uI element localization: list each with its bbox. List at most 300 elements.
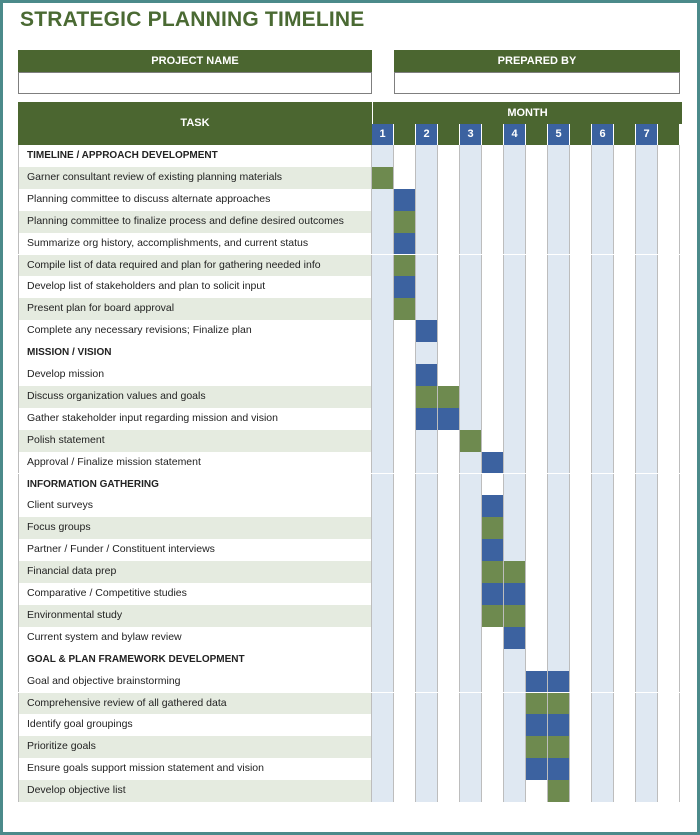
timeline-cell[interactable]: [592, 320, 614, 342]
timeline-cell[interactable]: [438, 452, 460, 474]
timeline-cell[interactable]: [416, 671, 438, 693]
timeline-cell[interactable]: [570, 758, 592, 780]
timeline-cell[interactable]: [372, 233, 394, 255]
timeline-cell[interactable]: [658, 276, 680, 298]
timeline-bar[interactable]: [438, 408, 460, 430]
timeline-cell[interactable]: [570, 430, 592, 452]
timeline-cell[interactable]: [636, 320, 658, 342]
timeline-cell[interactable]: [416, 517, 438, 539]
timeline-cell[interactable]: [614, 714, 636, 736]
timeline-cell[interactable]: [372, 758, 394, 780]
timeline-cell[interactable]: [438, 583, 460, 605]
timeline-cell[interactable]: [460, 364, 482, 386]
timeline-bar[interactable]: [416, 320, 438, 342]
timeline-cell[interactable]: [394, 539, 416, 561]
timeline-cell[interactable]: [658, 474, 680, 496]
timeline-cell[interactable]: [636, 583, 658, 605]
timeline-cell[interactable]: [548, 189, 570, 211]
timeline-cell[interactable]: [504, 320, 526, 342]
timeline-cell[interactable]: [614, 320, 636, 342]
timeline-cell[interactable]: [372, 298, 394, 320]
timeline-cell[interactable]: [416, 649, 438, 671]
timeline-bar[interactable]: [394, 233, 416, 255]
timeline-cell[interactable]: [482, 649, 504, 671]
timeline-cell[interactable]: [372, 736, 394, 758]
timeline-cell[interactable]: [504, 255, 526, 277]
timeline-cell[interactable]: [416, 605, 438, 627]
timeline-cell[interactable]: [438, 539, 460, 561]
timeline-cell[interactable]: [658, 364, 680, 386]
timeline-cell[interactable]: [482, 408, 504, 430]
timeline-cell[interactable]: [394, 474, 416, 496]
timeline-cell[interactable]: [416, 276, 438, 298]
timeline-cell[interactable]: [394, 386, 416, 408]
timeline-cell[interactable]: [548, 167, 570, 189]
timeline-cell[interactable]: [592, 430, 614, 452]
timeline-cell[interactable]: [570, 605, 592, 627]
timeline-cell[interactable]: [394, 145, 416, 167]
timeline-cell[interactable]: [548, 561, 570, 583]
timeline-cell[interactable]: [372, 342, 394, 364]
timeline-cell[interactable]: [614, 517, 636, 539]
timeline-cell[interactable]: [592, 495, 614, 517]
timeline-bar[interactable]: [526, 693, 548, 715]
timeline-cell[interactable]: [460, 561, 482, 583]
timeline-cell[interactable]: [438, 714, 460, 736]
timeline-bar[interactable]: [372, 167, 394, 189]
timeline-cell[interactable]: [504, 145, 526, 167]
timeline-cell[interactable]: [658, 430, 680, 452]
timeline-cell[interactable]: [658, 583, 680, 605]
timeline-cell[interactable]: [548, 320, 570, 342]
timeline-cell[interactable]: [570, 167, 592, 189]
timeline-cell[interactable]: [526, 167, 548, 189]
timeline-cell[interactable]: [636, 386, 658, 408]
timeline-cell[interactable]: [658, 167, 680, 189]
timeline-cell[interactable]: [504, 452, 526, 474]
timeline-cell[interactable]: [548, 539, 570, 561]
timeline-cell[interactable]: [460, 320, 482, 342]
timeline-cell[interactable]: [394, 517, 416, 539]
timeline-cell[interactable]: [416, 561, 438, 583]
timeline-cell[interactable]: [394, 649, 416, 671]
timeline-cell[interactable]: [504, 298, 526, 320]
timeline-cell[interactable]: [394, 714, 416, 736]
timeline-cell[interactable]: [504, 342, 526, 364]
timeline-cell[interactable]: [394, 561, 416, 583]
timeline-cell[interactable]: [614, 145, 636, 167]
timeline-bar[interactable]: [482, 539, 504, 561]
timeline-cell[interactable]: [636, 517, 658, 539]
timeline-cell[interactable]: [548, 517, 570, 539]
timeline-cell[interactable]: [658, 693, 680, 715]
timeline-bar[interactable]: [394, 189, 416, 211]
timeline-cell[interactable]: [636, 211, 658, 233]
timeline-cell[interactable]: [460, 649, 482, 671]
timeline-cell[interactable]: [526, 342, 548, 364]
timeline-cell[interactable]: [372, 386, 394, 408]
timeline-bar[interactable]: [548, 693, 570, 715]
timeline-bar[interactable]: [482, 495, 504, 517]
timeline-cell[interactable]: [438, 189, 460, 211]
timeline-cell[interactable]: [548, 583, 570, 605]
timeline-cell[interactable]: [592, 517, 614, 539]
timeline-cell[interactable]: [460, 474, 482, 496]
timeline-cell[interactable]: [658, 255, 680, 277]
timeline-cell[interactable]: [482, 627, 504, 649]
timeline-cell[interactable]: [570, 671, 592, 693]
timeline-cell[interactable]: [482, 255, 504, 277]
timeline-cell[interactable]: [658, 495, 680, 517]
timeline-cell[interactable]: [438, 211, 460, 233]
timeline-cell[interactable]: [548, 474, 570, 496]
timeline-cell[interactable]: [438, 517, 460, 539]
timeline-cell[interactable]: [438, 145, 460, 167]
timeline-cell[interactable]: [394, 342, 416, 364]
timeline-cell[interactable]: [482, 364, 504, 386]
timeline-cell[interactable]: [372, 408, 394, 430]
timeline-cell[interactable]: [570, 583, 592, 605]
timeline-cell[interactable]: [394, 495, 416, 517]
timeline-cell[interactable]: [372, 539, 394, 561]
timeline-cell[interactable]: [526, 320, 548, 342]
timeline-cell[interactable]: [614, 780, 636, 802]
timeline-cell[interactable]: [416, 539, 438, 561]
timeline-cell[interactable]: [504, 780, 526, 802]
timeline-cell[interactable]: [460, 714, 482, 736]
timeline-cell[interactable]: [438, 364, 460, 386]
timeline-bar[interactable]: [526, 714, 548, 736]
timeline-cell[interactable]: [570, 408, 592, 430]
timeline-cell[interactable]: [658, 736, 680, 758]
prepared-by-field[interactable]: [394, 72, 680, 94]
timeline-cell[interactable]: [394, 736, 416, 758]
timeline-cell[interactable]: [482, 693, 504, 715]
timeline-cell[interactable]: [614, 276, 636, 298]
timeline-cell[interactable]: [438, 474, 460, 496]
timeline-cell[interactable]: [504, 211, 526, 233]
timeline-cell[interactable]: [570, 189, 592, 211]
timeline-cell[interactable]: [416, 211, 438, 233]
timeline-cell[interactable]: [504, 233, 526, 255]
timeline-bar[interactable]: [548, 736, 570, 758]
timeline-cell[interactable]: [482, 780, 504, 802]
timeline-cell[interactable]: [504, 386, 526, 408]
timeline-bar[interactable]: [504, 561, 526, 583]
timeline-cell[interactable]: [658, 517, 680, 539]
timeline-cell[interactable]: [658, 758, 680, 780]
timeline-cell[interactable]: [526, 364, 548, 386]
timeline-bar[interactable]: [460, 430, 482, 452]
timeline-cell[interactable]: [482, 298, 504, 320]
timeline-cell[interactable]: [394, 671, 416, 693]
timeline-cell[interactable]: [460, 539, 482, 561]
timeline-cell[interactable]: [504, 714, 526, 736]
timeline-cell[interactable]: [614, 561, 636, 583]
timeline-cell[interactable]: [614, 583, 636, 605]
timeline-bar[interactable]: [482, 583, 504, 605]
timeline-cell[interactable]: [460, 452, 482, 474]
timeline-cell[interactable]: [438, 649, 460, 671]
timeline-cell[interactable]: [372, 320, 394, 342]
timeline-cell[interactable]: [548, 276, 570, 298]
timeline-cell[interactable]: [416, 583, 438, 605]
timeline-cell[interactable]: [372, 605, 394, 627]
timeline-cell[interactable]: [614, 167, 636, 189]
timeline-cell[interactable]: [636, 714, 658, 736]
timeline-cell[interactable]: [504, 189, 526, 211]
timeline-cell[interactable]: [526, 298, 548, 320]
timeline-cell[interactable]: [592, 693, 614, 715]
timeline-cell[interactable]: [416, 627, 438, 649]
timeline-cell[interactable]: [658, 386, 680, 408]
timeline-cell[interactable]: [416, 452, 438, 474]
timeline-cell[interactable]: [570, 386, 592, 408]
timeline-cell[interactable]: [592, 189, 614, 211]
timeline-cell[interactable]: [658, 189, 680, 211]
timeline-cell[interactable]: [614, 605, 636, 627]
timeline-cell[interactable]: [636, 671, 658, 693]
timeline-cell[interactable]: [460, 298, 482, 320]
timeline-cell[interactable]: [438, 671, 460, 693]
timeline-cell[interactable]: [438, 780, 460, 802]
timeline-cell[interactable]: [636, 452, 658, 474]
timeline-cell[interactable]: [636, 167, 658, 189]
timeline-cell[interactable]: [592, 780, 614, 802]
timeline-cell[interactable]: [570, 736, 592, 758]
timeline-cell[interactable]: [372, 189, 394, 211]
timeline-cell[interactable]: [570, 627, 592, 649]
timeline-bar[interactable]: [504, 605, 526, 627]
timeline-cell[interactable]: [394, 167, 416, 189]
timeline-cell[interactable]: [526, 517, 548, 539]
timeline-cell[interactable]: [636, 561, 658, 583]
timeline-cell[interactable]: [438, 561, 460, 583]
timeline-cell[interactable]: [592, 627, 614, 649]
timeline-cell[interactable]: [614, 430, 636, 452]
timeline-cell[interactable]: [482, 714, 504, 736]
timeline-cell[interactable]: [526, 452, 548, 474]
timeline-cell[interactable]: [460, 255, 482, 277]
timeline-cell[interactable]: [526, 408, 548, 430]
timeline-cell[interactable]: [460, 583, 482, 605]
timeline-cell[interactable]: [570, 211, 592, 233]
timeline-cell[interactable]: [570, 452, 592, 474]
timeline-cell[interactable]: [526, 276, 548, 298]
timeline-cell[interactable]: [482, 211, 504, 233]
timeline-cell[interactable]: [416, 693, 438, 715]
timeline-cell[interactable]: [548, 386, 570, 408]
timeline-cell[interactable]: [636, 780, 658, 802]
timeline-bar[interactable]: [482, 561, 504, 583]
timeline-cell[interactable]: [658, 408, 680, 430]
timeline-cell[interactable]: [504, 693, 526, 715]
timeline-bar[interactable]: [526, 671, 548, 693]
timeline-cell[interactable]: [438, 627, 460, 649]
timeline-bar[interactable]: [416, 386, 438, 408]
timeline-cell[interactable]: [460, 605, 482, 627]
timeline-cell[interactable]: [548, 649, 570, 671]
timeline-cell[interactable]: [394, 430, 416, 452]
timeline-cell[interactable]: [394, 408, 416, 430]
timeline-cell[interactable]: [636, 145, 658, 167]
timeline-cell[interactable]: [504, 539, 526, 561]
timeline-cell[interactable]: [636, 627, 658, 649]
timeline-cell[interactable]: [526, 430, 548, 452]
timeline-cell[interactable]: [416, 736, 438, 758]
timeline-cell[interactable]: [526, 386, 548, 408]
timeline-cell[interactable]: [658, 561, 680, 583]
timeline-cell[interactable]: [614, 233, 636, 255]
timeline-cell[interactable]: [614, 255, 636, 277]
timeline-bar[interactable]: [394, 276, 416, 298]
timeline-cell[interactable]: [570, 474, 592, 496]
timeline-cell[interactable]: [658, 342, 680, 364]
timeline-cell[interactable]: [504, 671, 526, 693]
timeline-cell[interactable]: [460, 627, 482, 649]
timeline-cell[interactable]: [526, 627, 548, 649]
timeline-cell[interactable]: [636, 364, 658, 386]
timeline-cell[interactable]: [504, 474, 526, 496]
timeline-cell[interactable]: [526, 474, 548, 496]
timeline-cell[interactable]: [526, 495, 548, 517]
timeline-cell[interactable]: [482, 736, 504, 758]
timeline-cell[interactable]: [636, 408, 658, 430]
timeline-cell[interactable]: [372, 430, 394, 452]
timeline-bar[interactable]: [482, 517, 504, 539]
timeline-cell[interactable]: [592, 364, 614, 386]
timeline-cell[interactable]: [614, 298, 636, 320]
timeline-cell[interactable]: [548, 298, 570, 320]
timeline-cell[interactable]: [482, 233, 504, 255]
timeline-cell[interactable]: [460, 167, 482, 189]
timeline-bar[interactable]: [416, 408, 438, 430]
timeline-cell[interactable]: [372, 517, 394, 539]
timeline-cell[interactable]: [592, 298, 614, 320]
timeline-cell[interactable]: [416, 495, 438, 517]
timeline-cell[interactable]: [372, 627, 394, 649]
timeline-cell[interactable]: [614, 452, 636, 474]
timeline-cell[interactable]: [592, 452, 614, 474]
timeline-cell[interactable]: [548, 255, 570, 277]
timeline-cell[interactable]: [592, 276, 614, 298]
timeline-cell[interactable]: [526, 189, 548, 211]
timeline-cell[interactable]: [372, 145, 394, 167]
timeline-cell[interactable]: [460, 211, 482, 233]
timeline-cell[interactable]: [504, 758, 526, 780]
timeline-cell[interactable]: [592, 233, 614, 255]
timeline-bar[interactable]: [526, 758, 548, 780]
timeline-cell[interactable]: [416, 430, 438, 452]
timeline-cell[interactable]: [372, 211, 394, 233]
timeline-cell[interactable]: [570, 276, 592, 298]
timeline-cell[interactable]: [570, 145, 592, 167]
timeline-cell[interactable]: [592, 342, 614, 364]
timeline-cell[interactable]: [416, 342, 438, 364]
timeline-cell[interactable]: [504, 408, 526, 430]
timeline-cell[interactable]: [504, 276, 526, 298]
timeline-cell[interactable]: [416, 255, 438, 277]
timeline-cell[interactable]: [614, 189, 636, 211]
timeline-cell[interactable]: [592, 145, 614, 167]
timeline-cell[interactable]: [570, 342, 592, 364]
timeline-cell[interactable]: [570, 561, 592, 583]
timeline-cell[interactable]: [592, 408, 614, 430]
timeline-cell[interactable]: [394, 320, 416, 342]
timeline-cell[interactable]: [548, 452, 570, 474]
timeline-cell[interactable]: [548, 627, 570, 649]
timeline-cell[interactable]: [614, 408, 636, 430]
timeline-cell[interactable]: [482, 386, 504, 408]
timeline-cell[interactable]: [570, 693, 592, 715]
timeline-cell[interactable]: [526, 145, 548, 167]
timeline-cell[interactable]: [658, 145, 680, 167]
timeline-cell[interactable]: [372, 364, 394, 386]
timeline-cell[interactable]: [482, 189, 504, 211]
timeline-cell[interactable]: [636, 605, 658, 627]
timeline-cell[interactable]: [372, 474, 394, 496]
timeline-cell[interactable]: [372, 583, 394, 605]
timeline-cell[interactable]: [460, 495, 482, 517]
timeline-cell[interactable]: [372, 452, 394, 474]
timeline-cell[interactable]: [614, 758, 636, 780]
timeline-cell[interactable]: [482, 145, 504, 167]
timeline-cell[interactable]: [570, 539, 592, 561]
timeline-bar[interactable]: [526, 736, 548, 758]
timeline-cell[interactable]: [482, 758, 504, 780]
timeline-cell[interactable]: [570, 320, 592, 342]
timeline-cell[interactable]: [636, 474, 658, 496]
timeline-cell[interactable]: [460, 780, 482, 802]
timeline-cell[interactable]: [504, 167, 526, 189]
timeline-cell[interactable]: [460, 342, 482, 364]
timeline-cell[interactable]: [460, 145, 482, 167]
timeline-cell[interactable]: [614, 627, 636, 649]
timeline-cell[interactable]: [636, 495, 658, 517]
timeline-cell[interactable]: [438, 320, 460, 342]
timeline-cell[interactable]: [592, 561, 614, 583]
timeline-cell[interactable]: [658, 671, 680, 693]
timeline-cell[interactable]: [614, 211, 636, 233]
timeline-cell[interactable]: [394, 364, 416, 386]
timeline-cell[interactable]: [636, 255, 658, 277]
timeline-cell[interactable]: [548, 408, 570, 430]
timeline-cell[interactable]: [526, 583, 548, 605]
timeline-cell[interactable]: [570, 255, 592, 277]
timeline-cell[interactable]: [460, 693, 482, 715]
timeline-cell[interactable]: [526, 780, 548, 802]
timeline-bar[interactable]: [548, 780, 570, 802]
timeline-cell[interactable]: [482, 167, 504, 189]
timeline-cell[interactable]: [636, 649, 658, 671]
timeline-bar[interactable]: [482, 452, 504, 474]
timeline-cell[interactable]: [614, 649, 636, 671]
timeline-bar[interactable]: [394, 211, 416, 233]
timeline-cell[interactable]: [438, 495, 460, 517]
timeline-cell[interactable]: [460, 233, 482, 255]
timeline-cell[interactable]: [614, 386, 636, 408]
timeline-cell[interactable]: [438, 736, 460, 758]
timeline-cell[interactable]: [570, 298, 592, 320]
timeline-cell[interactable]: [438, 342, 460, 364]
timeline-cell[interactable]: [592, 167, 614, 189]
timeline-cell[interactable]: [592, 255, 614, 277]
timeline-cell[interactable]: [636, 298, 658, 320]
timeline-cell[interactable]: [548, 211, 570, 233]
timeline-cell[interactable]: [614, 671, 636, 693]
timeline-cell[interactable]: [658, 320, 680, 342]
timeline-cell[interactable]: [372, 693, 394, 715]
